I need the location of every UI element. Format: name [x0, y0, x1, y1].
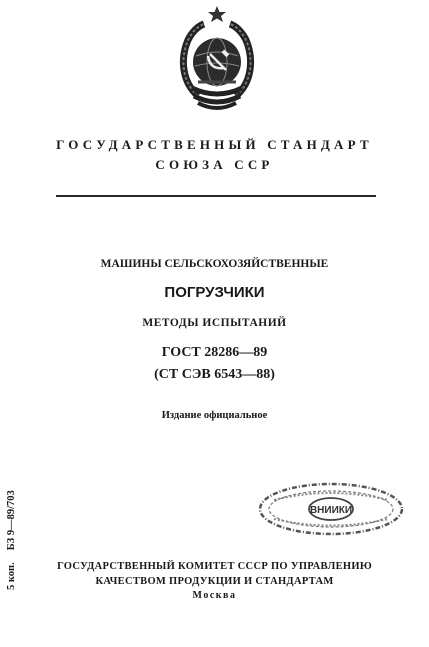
- divider: [56, 195, 376, 197]
- footer-committee: ГОСУДАРСТВЕННЫЙ КОМИТЕТ СССР ПО УПРАВЛЕНИЮ: [57, 561, 372, 572]
- ussr-coat-of-arms-icon: [176, 4, 258, 114]
- edition-label: Издание официальное: [161, 410, 268, 421]
- standard-number: ГОСТ 28286—89: [161, 345, 268, 360]
- title-category: МАШИНЫ СЕЛЬСКОХОЗЯЙСТВЕННЫЕ: [100, 258, 329, 270]
- footer-quality: КАЧЕСТВОМ ПРОДУКЦИИ И СТАНДАРТАМ: [95, 576, 334, 587]
- header-state-standard: ГОСУДАРСТВЕННЫЙ СТАНДАРТ: [56, 137, 373, 152]
- footer-city: Москва: [192, 590, 237, 601]
- title-methods: МЕТОДЫ ИСПЫТАНИЙ: [142, 317, 287, 329]
- stamp-text: ВНИИКИ: [309, 505, 353, 516]
- price-label: 5 коп.: [6, 562, 17, 590]
- sev-number: (СТ СЭВ 6543—88): [154, 367, 275, 382]
- header-ussr: СОЮЗА ССР: [155, 157, 274, 172]
- catalog-number: БЗ 9—89/703: [6, 490, 17, 551]
- library-stamp-icon: [256, 478, 406, 540]
- title-subject: ПОГРУЗЧИКИ: [164, 284, 265, 301]
